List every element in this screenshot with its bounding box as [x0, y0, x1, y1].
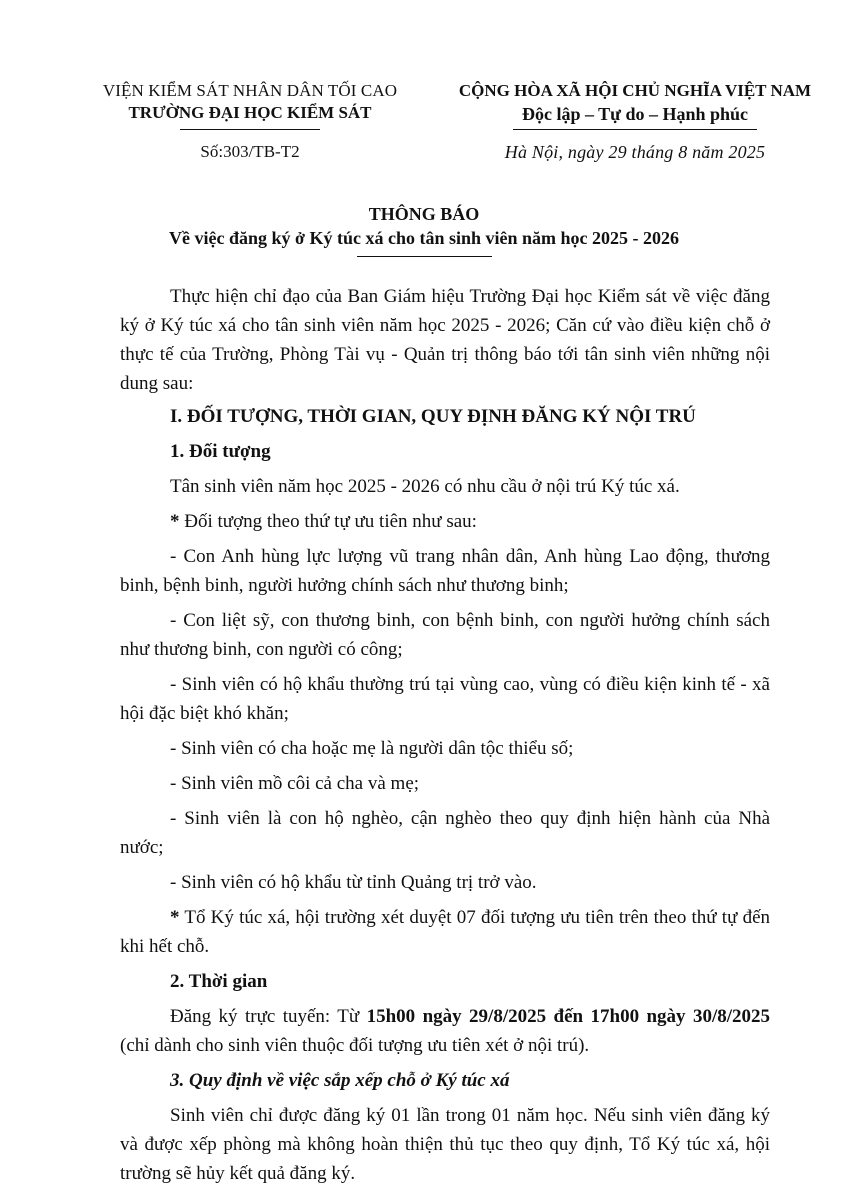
title-block — [90, 202, 758, 257]
issuer-underline — [180, 129, 320, 130]
national-motto: Độc lập – Tự do – Hạnh phúc — [521, 104, 749, 124]
priority-item: - Sinh viên có hộ khẩu từ tỉnh Quảng trị trở vào. — [170, 872, 537, 893]
priority-note-text: Tổ Ký túc xá, hội trường xét duyệt 07 đối tượng ưu tiên trên theo thứ tự đến khi hết chỗ. — [120, 907, 770, 957]
subsection-1-text: Tân sinh viên năm học 2025 - 2026 có nhu cầu ở nội trú Ký túc xá. — [170, 476, 680, 497]
priority-item: - Sinh viên là con hộ nghèo, cận nghèo theo quy định hiện hành của Nhà nước; — [120, 808, 770, 858]
motto-underline — [513, 129, 757, 130]
document-number: Số:303/TB-T2 — [200, 142, 300, 161]
issuer-header — [90, 80, 410, 162]
school-name: TRƯỜNG ĐẠI HỌC KIỂM SÁT — [128, 103, 372, 122]
time-end: đến 17h00 ngày 30/8/2025 — [553, 1006, 771, 1027]
priority-intro — [120, 507, 770, 536]
priority-intro-text: Đối tượng theo thứ tự ưu tiên như sau: — [184, 511, 477, 532]
republic-name: CỘNG HÒA XÃ HỘI CHỦ NGHĨA VIỆT NAM — [458, 81, 812, 100]
priority-item: - Sinh viên có cha hoặc mẹ là người dân tộc thiểu số; — [170, 738, 574, 759]
title-underline — [357, 256, 492, 257]
subsection-3-heading — [120, 1066, 770, 1095]
national-header — [435, 80, 835, 163]
intro-paragraph: Thực hiện chỉ đạo của Ban Giám hiệu Trường Đại học Kiểm sát về việc đăng ký ở Ký túc xá cho tân sinh viên năm học 2025 - 2026; Căn cứ vào điều kiện chỗ ở thực tế của Trường, Phòng Tài vụ - Quản trị thông báo tới tân sinh viên những nội dung sau: — [120, 286, 770, 394]
priority-mark: * — [170, 511, 180, 532]
note-mark: * — [170, 907, 180, 928]
subsection-1-heading: 1. Đối tượng — [170, 441, 271, 462]
agency-name: VIỆN KIỂM SÁT NHÂN DÂN TỐI CAO — [102, 81, 398, 100]
priority-note — [120, 903, 770, 961]
issue-date: Hà Nội, ngày 29 tháng 8 năm 2025 — [504, 142, 766, 162]
priority-item: - Sinh viên có hộ khẩu thường trú tại vùng cao, vùng có điều kiện kinh tế - xã hội đặc biệt khó khăn; — [120, 674, 770, 724]
subsection-3-text: Sinh viên chỉ được đăng ký 01 lần trong 01 năm học. Nếu sinh viên đăng ký và được xếp phòng mà không hoàn thiện thủ tục theo quy định, Tổ Ký túc xá, hội trường sẽ hủy kết quả đăng ký. — [120, 1105, 770, 1184]
time-start: 15h00 ngày 29/8/2025 — [366, 1006, 547, 1027]
time-text-a: Đăng ký trực tuyến: Từ — [170, 1006, 367, 1027]
subsection-3-heading-text: 3. Quy định về việc sắp xếp chỗ ở Ký túc xá — [170, 1070, 510, 1091]
document-title: THÔNG BÁO — [368, 204, 480, 224]
time-text-c: (chỉ dành cho sinh viên thuộc đối tượng ưu tiên xét ở nội trú). — [120, 1035, 590, 1056]
priority-item: - Con Anh hùng lực lượng vũ trang nhân dân, Anh hùng Lao động, thương binh, bệnh binh, người hưởng chính sách như thương binh; — [120, 546, 770, 596]
section-1-heading: I. ĐỐI TƯỢNG, THỜI GIAN, QUY ĐỊNH ĐĂNG KÝ NỘI TRÚ — [170, 406, 696, 427]
priority-item: - Sinh viên mồ côi cả cha và mẹ; — [170, 773, 420, 794]
priority-item: - Con liệt sỹ, con thương binh, con bệnh binh, con người hưởng chính sách như thương binh, con người có công; — [120, 610, 770, 660]
document-subtitle: Về việc đăng ký ở Ký túc xá cho tân sinh viên năm học 2025 - 2026 — [169, 228, 679, 248]
subsection-2-heading: 2. Thời gian — [170, 971, 268, 992]
time-text-b — [546, 1006, 553, 1027]
document-body — [120, 282, 770, 1188]
registration-time — [120, 1002, 770, 1060]
